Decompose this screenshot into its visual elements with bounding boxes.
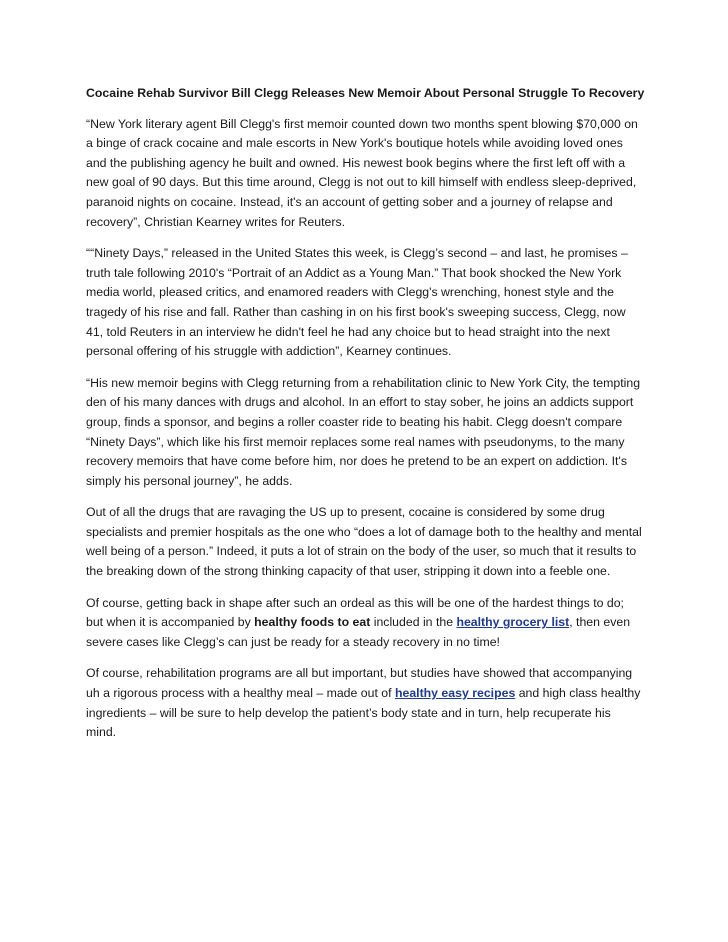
article-title: Cocaine Rehab Survivor Bill Clegg Releases New Memoir About Personal Struggle To Recovery bbox=[86, 86, 645, 100]
paragraph-5 bbox=[86, 594, 642, 653]
paragraph-5-text-a: Of course, getting back in shape after such an ordeal as this will be one of the hardest things to do; but when it is accompanied by bbox=[86, 595, 624, 630]
paragraph-1: “New York literary agent Bill Clegg's first memoir counted down two months spent blowing $70,000 on a binge of crack cocaine and male escorts in New York's boutique hotels while avoiding loved ones and the publishing agency he built and owned. His newest book begins where the first left off with a new goal of 90 days. But this time around, Clegg is not out to kill himself with endless sleep-deprived, paranoid nights on cocaine. Instead, it's an account of getting sober and a journey of relapse and recovery”, Christian Kearney writes for Reuters. bbox=[86, 116, 638, 229]
paragraph-5-text-b: included in the bbox=[370, 615, 457, 630]
paragraph-5-text-c: , then even severe cases like Clegg’s can just be ready for a steady recovery in no time! bbox=[86, 615, 631, 649]
paragraph-4: Out of all the drugs that are ravaging the US up to present, cocaine is considered by some drug specialists and premier hospitals as the one who “does a lot of damage both to the healthy and mental well being of a person.” Indeed, it puts a lot of strain on the body of the user, so much that it results to the breaking down of the strong thinking capacity of that user, stripping it down into a feeble one. bbox=[86, 505, 642, 579]
paragraph-2: ““Ninety Days,” released in the United States this week, is Clegg’s second – and last, he promises – truth tale following 2010's “Portrait of an Addict as a Young Man.” That book shocked the New York media world, pleased critics, and enamored readers with Clegg's wrenching, honest style and the tragedy of his rise and fall. Rather than cashing in on his first book's sweeping success, Clegg, now 41, told Reuters in an interview he didn't feel he had any choice but to head straight into the next personal offering of his struggle with addiction”, Kearney continues. bbox=[86, 246, 628, 359]
paragraph-6-text-a: Of course, rehabilitation programs are all but important, but studies have showed that accompanying uh a rigorous process with a healthy meal – made out of bbox=[86, 666, 633, 701]
paragraph-6-text-b: and high class healthy ingredients – will be sure to help develop the patient’s body state and in turn, help recuperate his mind. bbox=[86, 686, 641, 740]
paragraph-6 bbox=[86, 664, 642, 742]
link-healthy-easy-recipes[interactable]: healthy easy recipes bbox=[394, 686, 516, 701]
link-healthy-grocery-list[interactable]: healthy grocery list bbox=[456, 615, 570, 630]
paragraph-3: “His new memoir begins with Clegg returning from a rehabilitation clinic to New York City, the tempting den of his many dances with drugs and alcohol. In an effort to stay sober, he joins an addicts support group, finds a sponsor, and begins a roller coaster ride to beating his habit. Clegg doesn't compare “Ninety Days”, which like his first memoir replaces some real names with pseudonyms, to the many recovery memoirs that have come before him, nor does he pretend to be an expert on addiction. It's simply his personal journey”, he adds. bbox=[86, 375, 641, 488]
bold-phrase-healthy-foods: healthy foods to eat bbox=[254, 615, 371, 630]
